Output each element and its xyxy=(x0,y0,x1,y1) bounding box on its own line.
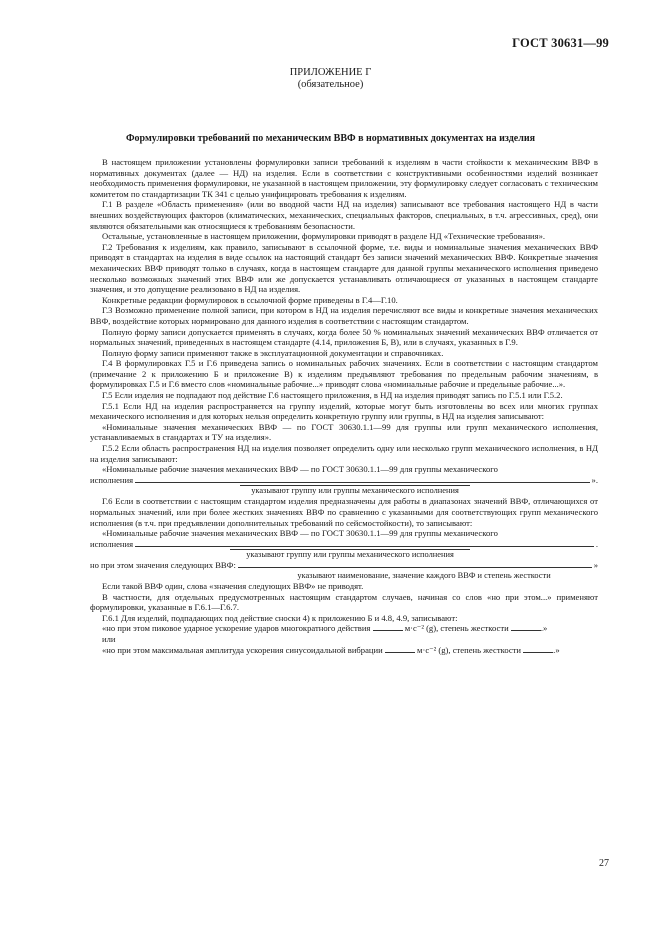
quote-g61-2a: «но при этом максимальная амплитуда ускорения синусоидальной вибрации xyxy=(102,644,383,655)
fill-line-g6 xyxy=(90,539,598,550)
paragraph-g3-full: Полную форму записи допускается применять в случаях, когда более 50 % номинальных значений механических ВВФ отличается от нормальных значений, приведенных в настоящем стандарте (4.14, приложения Б, В), или в случаях, указанных в Г.9. xyxy=(90,326,598,348)
blank-line xyxy=(238,566,592,568)
paragraph-g51: Г.5.1 Если НД на изделия распространяется на группу изделий, которые могут быть изготовлены во всех или многих группах механического исполнения и для которых нельзя определить конкретную группу или группы, в НД на изделия записывают: xyxy=(90,400,598,422)
word-execution-2: исполнения xyxy=(90,538,134,549)
quote-g61-1c: .» xyxy=(540,623,548,634)
paragraph-g3-also: Полную форму записи применяют также в эксплуатационной документации и справочниках. xyxy=(102,347,444,358)
paragraph-g52: Г.5.2 Если область распространения НД на изделия позволяет определить одну или несколько групп механического исполнения, в НД на изделия записывают: xyxy=(90,443,598,464)
word-or: или xyxy=(102,633,116,644)
quote-end: ». xyxy=(591,474,598,485)
blank-severity xyxy=(511,629,541,631)
quote-g61-1a: «но при этом пиковое ударное ускорение ударов многократного действия xyxy=(102,623,371,634)
paragraph-g61: Г.6.1 Для изделий, подпадающих под действие сноски 4) к приложению Б и 4.8, 4.9, записывают: xyxy=(102,612,458,623)
quote-g6: «Номинальные рабочие значения механических ВВФ — по ГОСТ 30630.1.1—99 для группы механического xyxy=(102,528,498,539)
paragraph-g1: Г.1 В разделе «Область применения» (или во вводной части НД на изделия) записывают все требования настоящего НД в части внешних воздействующих факторов (климатических, механических, специальных факторов, специальных, в т.ч. агрессивных, сред), они являются обязательными как относящиеся к требованиям безопасности. xyxy=(90,199,598,231)
body-text xyxy=(90,157,598,655)
paragraph-g6-one: Если такой ВВФ один, слова «значения следующих ВВФ» не приводят. xyxy=(102,580,364,591)
blank-line xyxy=(135,545,594,547)
document-title: Формулировки требований по механическим ВВФ в нормативных документах на изделия xyxy=(125,133,536,144)
quote-g61-1 xyxy=(90,623,598,634)
quote-g52: «Номинальные рабочие значения механических ВВФ — по ГОСТ 30630.1.1—99 для группы механического xyxy=(102,464,498,475)
caption-names: указывают наименование, значение каждого ВВФ и степень жесткости xyxy=(297,570,551,580)
paragraph-g2-rest: Конкретные редакции формулировок в ссылочной форме приведены в Г.4—Г.10. xyxy=(102,294,398,305)
word-execution: исполнения xyxy=(90,474,134,485)
paragraph-g3: Г.3 Возможно применение полной записи, при котором в НД на изделия перечисляют все виды и конкретные значения механических ВВФ, воздействие которых нормировано для данного изделия в соответствии с настоящим стандартом. xyxy=(90,305,598,326)
quote-g61-2b: м·с⁻² (g), степень жесткости xyxy=(417,644,522,655)
caption-groups: указывают группу или группы механического исполнения xyxy=(240,485,470,496)
quote-g61-1b: м·с⁻² (g), степень жесткости xyxy=(404,623,509,634)
quote-g61-2 xyxy=(90,645,598,656)
paragraph-intro: В настоящем приложении установлены формулировки записи требований к изделиям в части стойкости к механическим ВВФ в нормативных документах (далее — НД) на изделия. Если в соответствии с конструктивными особенностями изделий возникает необходимость применения формулировки, не указанной в настоящем приложении, эту формулировку следует согласовать с техническим комитетом по стандартизации ТК 341 с целью унифицировать требования к изделиям. xyxy=(90,157,598,199)
paragraph-g1-rest: Остальные, установленные в настоящем приложении, формулировки приводят в разделе НД «Технические требования». xyxy=(102,231,546,242)
paragraph-g4: Г.4 В формулировках Г.5 и Г.6 приведена запись о номинальных рабочих значениях. Если в соответствии с настоящим стандартом (примечание 2 к приложению Б и приложение В) к изделиям предъявляют требования по предельным рабочим значениям, в формулировках Г.5 и Г.6 вместо слов «номинальные рабочие...» приводят слова «номинальные рабочие и предельные рабочие...». xyxy=(90,358,598,390)
blank-value xyxy=(385,651,415,653)
blank-severity xyxy=(523,651,553,653)
caption-groups-2: указывают группу или группы механического исполнения xyxy=(230,549,470,560)
blank-value xyxy=(373,629,403,631)
fill-line-g52 xyxy=(90,475,598,486)
appendix-status: (обязательное) xyxy=(297,79,364,90)
quote-g61-2c: .» xyxy=(553,644,560,655)
standard-code: ГОСТ 30631—99 xyxy=(512,36,609,50)
quote-g51: «Номинальные значения механических ВВФ — по ГОСТ 30630.1.1—99 для группы или групп механического исполнения, устанавливаемых в стандартах и ТУ на изделия». xyxy=(90,421,598,443)
paragraph-g6-partial: В частности, для отдельных предусмотренных настоящим стандартом случаев, начиная со слов «но при этом...» применяют формулировки, указанные в Г.6.1—Г.6.7. xyxy=(90,591,598,613)
values-end: » xyxy=(593,560,598,571)
paragraph-g6: Г.6 Если в соответствии с настоящим стандартом изделия предназначены для работы в диапазонах значений ВВФ, отличающихся от нормальных значений, или при более жестких значениях ВВФ по сравнению с указанными для соответствующих групп механического исполнения (в т.ч. при предъявлении дополнительных требований по сейсмостойкости), то записывают: xyxy=(90,496,598,528)
blank-line xyxy=(135,481,589,483)
appendix-heading xyxy=(0,67,661,91)
appendix-title: ПРИЛОЖЕНИЕ Г xyxy=(289,67,372,78)
fill-line-values xyxy=(90,560,598,571)
values-line: но при этом значения следующих ВВФ: xyxy=(90,560,236,571)
page-number: 27 xyxy=(599,858,609,869)
paragraph-g5: Г.5 Если изделия не подпадают под действие Г.6 настоящего приложения, в НД на изделия приводят запись по Г.5.1 или Г.5.2. xyxy=(102,390,563,401)
period: . xyxy=(595,538,598,549)
paragraph-g2: Г.2 Требования к изделиям, как правило, записывают в ссылочной форме, т.е. виды и номинальные значения механических ВВФ приводят в стандартах на изделия в виде ссылок на настоящий стандарт без записи значений механических ВВФ. Конкретные значения механических ВВФ приводят только в случаях, когда в настоящем стандарте для данной группы механического исполнения приведено несколько возможных значений этих ВВФ или же допускается устанавливать отличающиеся от указанных в настоящем стандарте значения, и это допущение реализовано в НД на изделия. xyxy=(90,241,598,295)
